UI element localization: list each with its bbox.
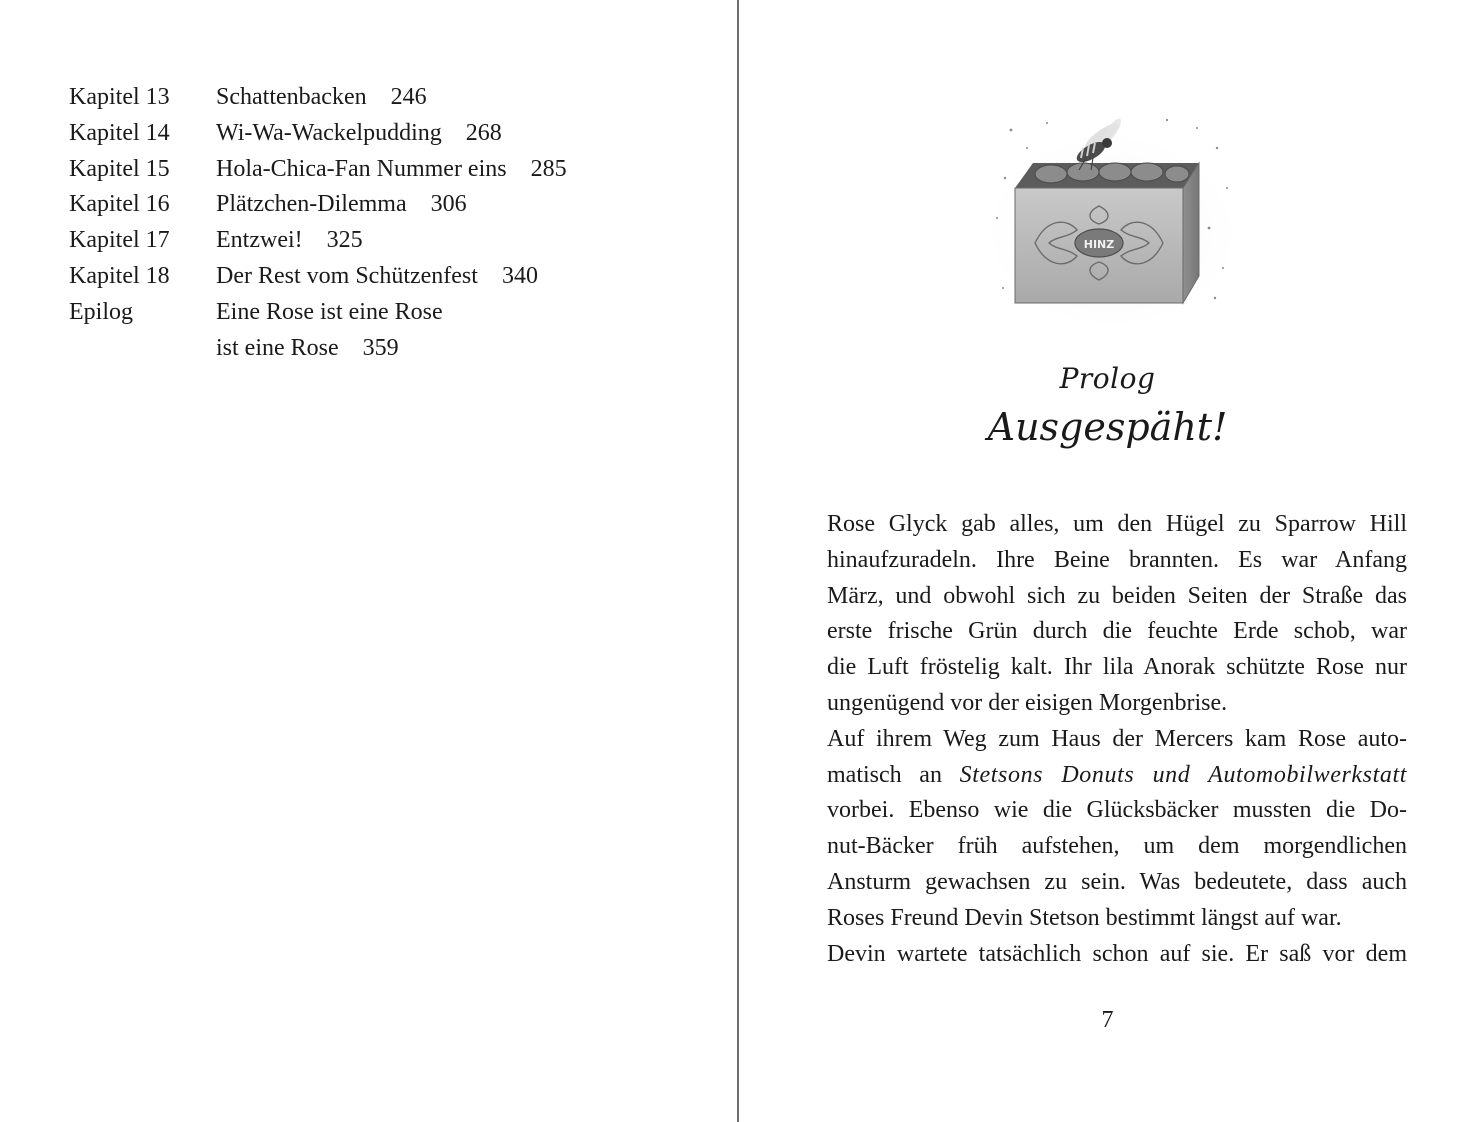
text-line <box>827 758 1407 794</box>
toc-page-number: 359 <box>362 334 399 361</box>
text-run: matisch an <box>827 761 960 788</box>
italic-text: Stetsons Donuts und Automobilwerkstatt <box>959 761 1407 788</box>
text-run: Roses Freund Devin Stetson bestimmt längst auf war. <box>827 904 1342 931</box>
toc-title-line <box>216 187 467 223</box>
toc-title: Eine Rose ist eine Rose <box>216 298 443 325</box>
toc-chapter-label: Kapitel 15 <box>69 155 170 182</box>
text-line <box>827 579 1407 615</box>
toc-chapter-label: Kapitel 18 <box>69 262 170 289</box>
text-run: vorbei. Ebenso wie die Glücksbäcker mussten die Do- <box>827 797 1407 824</box>
text-run: Devin wartete tatsächlich schon auf sie. Er saß vor dem <box>827 940 1407 967</box>
toc-title-line <box>216 80 427 116</box>
text-line <box>827 507 1407 543</box>
toc-title-line <box>216 152 567 188</box>
text-run: die Luft fröstelig kalt. Ihr lila Anorak schützte Rose nur <box>827 654 1407 681</box>
toc-entry <box>69 80 567 116</box>
toc-entry <box>69 152 567 188</box>
chapter-illustration <box>987 108 1237 323</box>
text-line <box>827 650 1407 686</box>
toc-title: Plätzchen-Dilemma <box>216 191 407 218</box>
text-line <box>827 614 1407 650</box>
toc-title-line <box>216 116 502 152</box>
toc-chapter-label: Kapitel 13 <box>69 84 170 110</box>
text-line <box>827 793 1407 829</box>
toc-entry <box>69 223 567 259</box>
text-run: März, und obwohl sich zu beiden Seiten der Straße das <box>827 582 1407 609</box>
text-line <box>827 543 1407 579</box>
text-run: Auf ihrem Weg zum Haus der Mercers kam Rose auto- <box>827 725 1407 752</box>
toc-entry <box>69 295 567 367</box>
toc-entry <box>69 116 567 152</box>
toc-title: Schattenbacken <box>216 84 367 110</box>
text-line <box>827 722 1407 758</box>
toc-title: Wi-Wa-Wackelpudding <box>216 119 442 146</box>
toc-page-number: 246 <box>390 84 427 110</box>
text-line <box>827 829 1407 865</box>
toc-title: Hola-Chica-Fan Nummer eins <box>216 155 507 182</box>
toc-page-number: 340 <box>501 262 538 289</box>
chapter-title: Ausgespäht! <box>987 405 1228 449</box>
text-line <box>827 686 1407 722</box>
toc-title-line <box>216 259 538 295</box>
right-page <box>739 0 1476 1122</box>
chapter-label: Prolog <box>1059 362 1156 395</box>
text-run: ungenügend vor der eisigen Morgenbrise. <box>827 689 1228 716</box>
box-label: HINZ <box>1083 238 1115 251</box>
toc-title-line <box>216 223 363 259</box>
text-run: erste frische Grün durch die feuchte Erde schob, war <box>827 618 1407 645</box>
toc-chapter-label: Kapitel 17 <box>69 227 170 254</box>
toc-page-number: 325 <box>326 227 363 254</box>
text-line <box>827 901 1407 937</box>
page-number: 7 <box>1101 1007 1114 1033</box>
body-text <box>827 507 1407 972</box>
table-of-contents <box>69 80 567 366</box>
text-run: hinaufzuradeln. Ihre Beine brannten. Es war Anfang <box>827 546 1407 573</box>
bee-on-cookie-box-icon <box>987 108 1237 323</box>
toc-entry <box>69 187 567 223</box>
toc-page-number: 306 <box>430 191 467 218</box>
toc-title: Entzwei! <box>216 227 303 254</box>
toc-title-line <box>216 331 443 367</box>
left-page <box>0 0 737 1122</box>
toc-title: Der Rest vom Schützenfest <box>216 262 478 289</box>
toc-chapter-label: Kapitel 14 <box>69 119 170 146</box>
toc-page-number: 285 <box>530 155 567 182</box>
toc-chapter-label: Epilog <box>69 298 133 325</box>
toc-entry <box>69 259 567 295</box>
toc-page-number: 268 <box>465 119 502 146</box>
text-line <box>827 865 1407 901</box>
toc-title: ist eine Rose <box>216 334 339 361</box>
text-line <box>827 937 1407 973</box>
text-run: Ansturm gewachsen zu sein. Was bedeutete, dass auch <box>827 868 1407 895</box>
toc-title-line <box>216 295 443 331</box>
text-run: nut-Bäcker früh aufstehen, um dem morgendlichen <box>827 833 1407 860</box>
text-run: Rose Glyck gab alles, um den Hügel zu Sparrow Hill <box>827 511 1407 537</box>
toc-chapter-label: Kapitel 16 <box>69 191 170 218</box>
